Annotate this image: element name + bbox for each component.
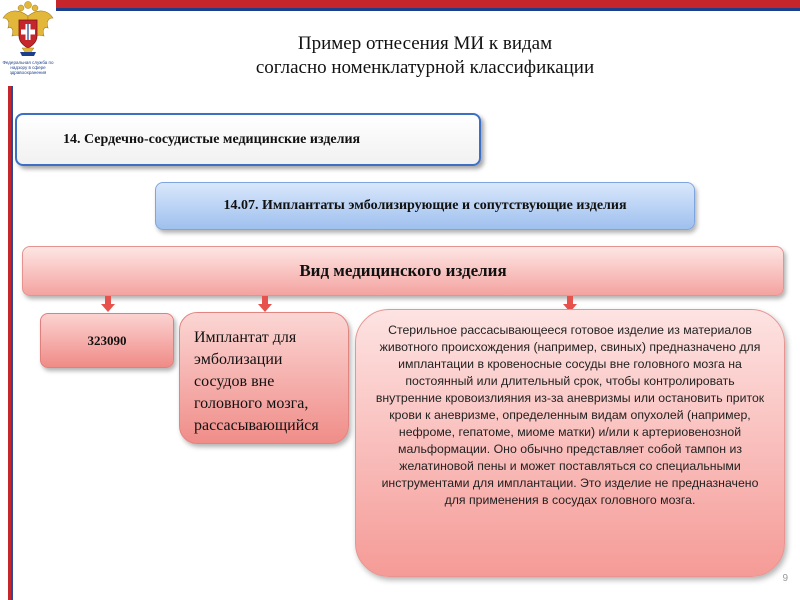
header-red-stripe	[56, 0, 800, 8]
emblem-caption: Федеральная служба по надзору в сфере здравоохранения	[2, 60, 54, 75]
device-code-box: 323090	[40, 313, 174, 368]
arrow-down-icon	[101, 296, 115, 312]
header-blue-stripe	[56, 8, 800, 11]
arrow-down-icon	[258, 296, 272, 312]
device-description-box: Стерильное рассасывающееся готовое изделие из материалов животного происхождения (например, свиных) предназначено для имплантации в кровеносные сосуды вне головного мозга на постоянный или длительный срок, чтобы контролировать внутренние кровоизлияния из-за аневризмы или остановить приток крови к аневризме, определенным видам опухолей (например, нефроме, гепатоме, миоме матки) и/или к артериовенозной мальформации. Оно обычно представляет собой тампон из желатиновой пены и может поставляться со специальными инструментами для имплантации. Это изделие не предназначено для применения в сосудах головного мозга.	[355, 309, 785, 577]
title-line-2: согласно номенклатурной классификации	[255, 57, 595, 78]
device-name-box: Имплантат для эмболизации сосудов вне головного мозга, рассасывающийся	[179, 312, 349, 444]
roszdravnadzor-emblem	[0, 0, 56, 86]
page-number: 9	[782, 573, 788, 584]
group-14-box: 14. Сердечно-сосудистые медицинские изделия	[15, 113, 481, 166]
device-kind-header: Вид медицинского изделия	[22, 246, 784, 296]
page-title	[170, 32, 680, 80]
subgroup-14-07-box: 14.07. Имплантаты эмболизирующие и сопутствующие изделия	[155, 182, 695, 230]
eagle-emblem-icon	[0, 0, 56, 60]
title-line-1: Пример отнесения МИ к видам	[297, 33, 553, 54]
left-blue-line	[11, 86, 13, 600]
